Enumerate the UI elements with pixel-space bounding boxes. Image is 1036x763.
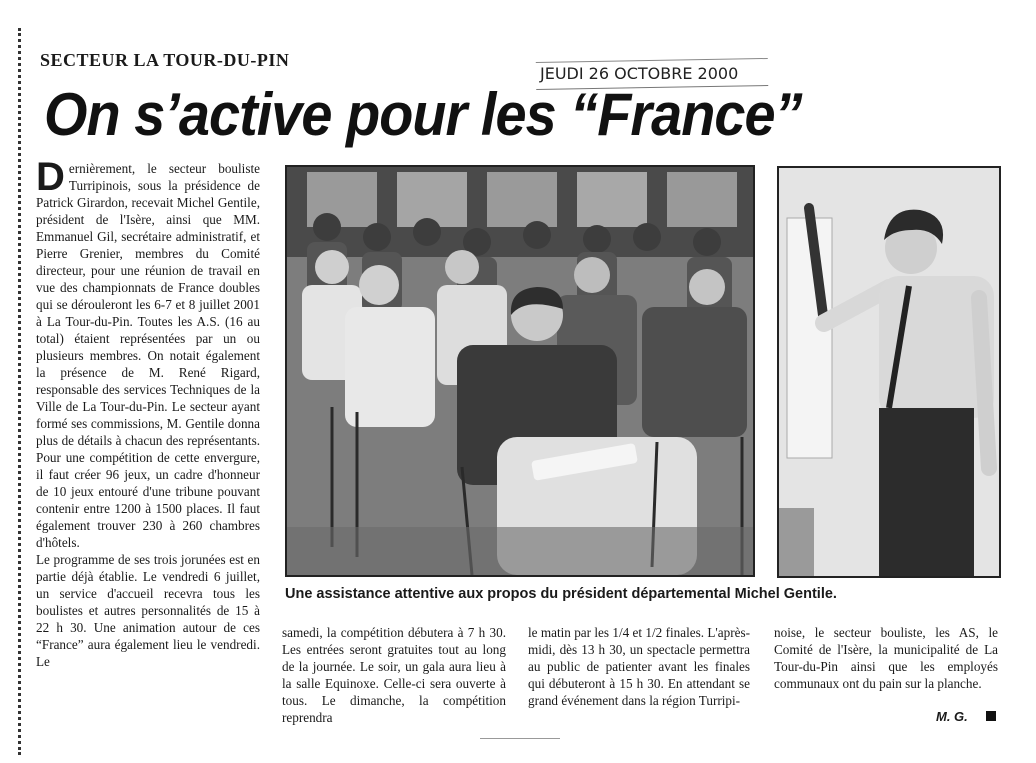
article-column-3: le matin par les 1/4 et 1/2 finales. L'après-midi, dès 13 h 30, un spectacle permettra au public de patienter avant les finales qui débuteront à 15 h 30. En attendant se grand événement dans la région Turripi- <box>528 625 750 708</box>
photo-audience <box>285 165 755 577</box>
article-column-4: noise, le secteur bouliste, les AS, le Comité de l'Isère, la municipalité de La Tour-du-Pin ainsi que les employés communaux ont du pain sur la planche. <box>774 625 998 691</box>
section-label: SECTEUR LA TOUR-DU-PIN <box>40 50 290 70</box>
photo-president <box>777 166 1001 578</box>
paragraph-intro <box>36 160 260 551</box>
photo-caption: Une assistance attentive aux propos du président départemental Michel Gentile. <box>285 586 837 602</box>
article-column-2: samedi, la compétition débutera à 7 h 30. Les entrées seront gratuites tout au long de la journée. Le soir, un gala aura lieu à la salle Equinoxe. Celle-ci sera ouverte à tous. Le dimanche, la compétition reprendra <box>282 625 506 725</box>
author-signature: M. G. <box>936 709 968 724</box>
end-square-icon <box>986 711 996 721</box>
article-column-1 <box>36 160 260 726</box>
president-photo-drawing <box>779 168 999 576</box>
stray-pen-stroke <box>480 738 560 739</box>
dotted-cut-line <box>18 28 21 755</box>
intro-text: ernièrement, le secteur bouliste Turripinois, sous la présidence de Patrick Girardon, recevait Michel Gentile, président de l'Isère, ainsi que MM. Emmanuel Gil, secrétaire administratif, et Pierre Grenier, membres du Comité directeur, pour une réunion de travail en vue des championnats de France doubles qui se dérouleront les 6-7 et 8 juillet 2001 à La Tour-du-Pin. Toutes les A.S. (16 au total) étaient représentées par un ou plusieurs membres. On notait également la présence de M. René Rigard, responsable des services Techniques de la Ville de La Tour-du-Pin. Le secteur ayant formé ses commissions, M. Gentile donna plus de détails à chacun des représentants. Pour une compétition de cette envergure, il faut créer 96 jeux, un cadre d'honneur de 10 jeux entouré d'une tribune pouvant contenir entre 1200 à 1500 places. Il faut également trouver 230 à 260 chambres d'hôtels. <box>36 161 260 550</box>
audience-photo-drawing <box>287 167 753 575</box>
date-stamp: JEUDI 26 OCTOBRE 2000 <box>540 64 739 83</box>
paragraph-program: Le programme de ses trois jorunées est en partie déjà établie. Le vendredi 6 juillet, un service d'accueil recevra tous les boulistes et autres personnalités de 15 à 22 h 30. Une animation autour de ces “France” aura également lieu le vendredi. Le <box>36 552 260 669</box>
drop-cap: D <box>36 160 65 199</box>
headline: On s’active pour les “France” <box>44 81 802 148</box>
